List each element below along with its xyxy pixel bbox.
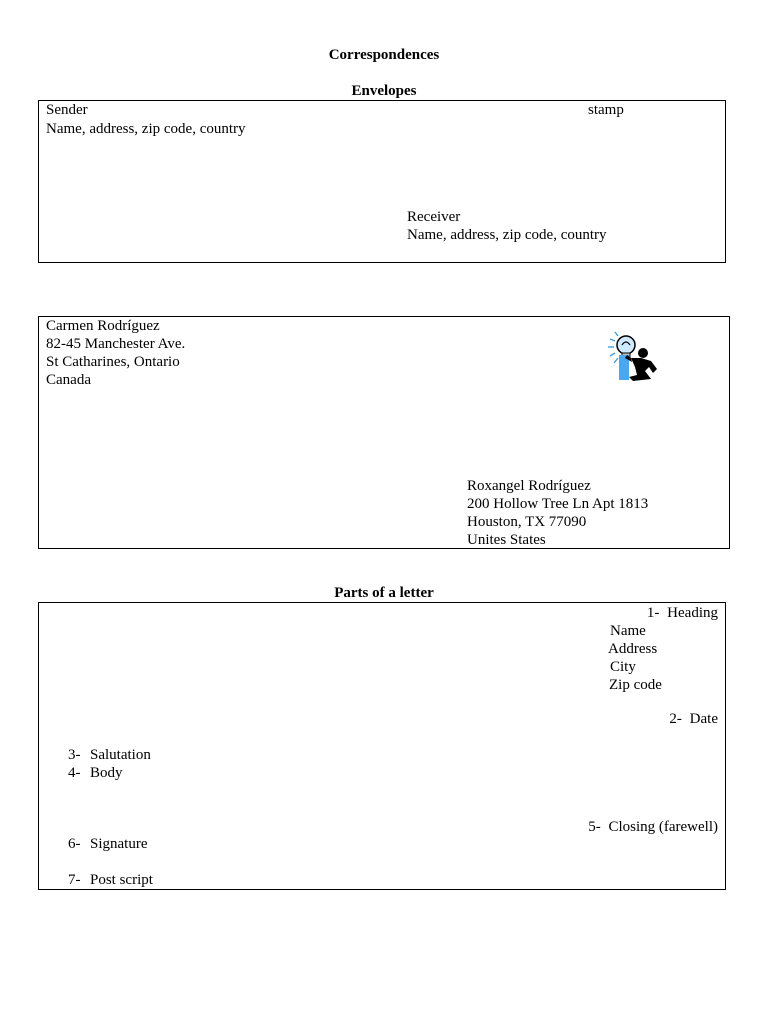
part-number: 6-	[68, 836, 81, 852]
letter-part-postscript	[68, 871, 153, 889]
letter-part-body	[68, 764, 123, 782]
sender-address	[46, 317, 185, 389]
letter-part-heading	[647, 604, 718, 622]
lightbulb-person-icon	[605, 327, 665, 385]
letter-part-salutation	[68, 746, 151, 764]
heading-detail: City	[610, 659, 636, 675]
part-number: 7-	[68, 872, 81, 888]
part-number: 3-	[68, 747, 81, 763]
receiver-detail: Name, address, zip code, country	[407, 227, 607, 243]
receiver-label: Receiver	[407, 209, 461, 225]
receiver-line: Unites States	[467, 532, 546, 548]
receiver-address	[467, 477, 648, 549]
receiver-line: Houston, TX 77090	[467, 514, 587, 530]
heading-detail: Zip code	[609, 677, 662, 693]
letter-part-closing	[588, 818, 718, 836]
part-number: 4-	[68, 765, 81, 781]
part-label: Closing (farewell)	[608, 819, 718, 835]
part-label: Signature	[90, 836, 148, 852]
sender-line: St Catharines, Ontario	[46, 354, 180, 370]
letter-parts	[38, 602, 726, 890]
part-number: 1-	[646, 605, 660, 621]
envelope-template	[38, 100, 726, 263]
part-label: Heading	[667, 605, 718, 621]
heading-detail: Address	[608, 641, 658, 657]
sender-line: Canada	[46, 372, 91, 388]
sender-line: Carmen Rodríguez	[46, 318, 160, 334]
receiver-line: 200 Hollow Tree Ln Apt 1813	[467, 496, 649, 512]
envelope-example	[38, 316, 730, 549]
part-label: Salutation	[90, 747, 151, 763]
sender-detail: Name, address, zip code, country	[46, 121, 246, 137]
sender-line: 82-45 Manchester Ave.	[46, 336, 186, 352]
letter-part-signature	[68, 835, 148, 853]
envelopes-heading: Envelopes	[351, 83, 417, 99]
stamp-label: stamp	[588, 102, 624, 118]
part-label: Body	[90, 765, 123, 781]
part-label: Post script	[90, 872, 153, 888]
part-number: 2-	[669, 711, 682, 727]
letter-part-date	[669, 710, 718, 728]
heading-details	[608, 622, 662, 694]
sender-label: Sender	[46, 102, 88, 118]
page-title: Correspondences	[328, 47, 440, 63]
part-label: Date	[689, 711, 718, 727]
letter-heading: Parts of a letter	[334, 585, 434, 601]
heading-detail: Name	[610, 623, 646, 639]
receiver-line: Roxangel Rodríguez	[467, 478, 591, 494]
part-number: 5-	[588, 819, 601, 835]
